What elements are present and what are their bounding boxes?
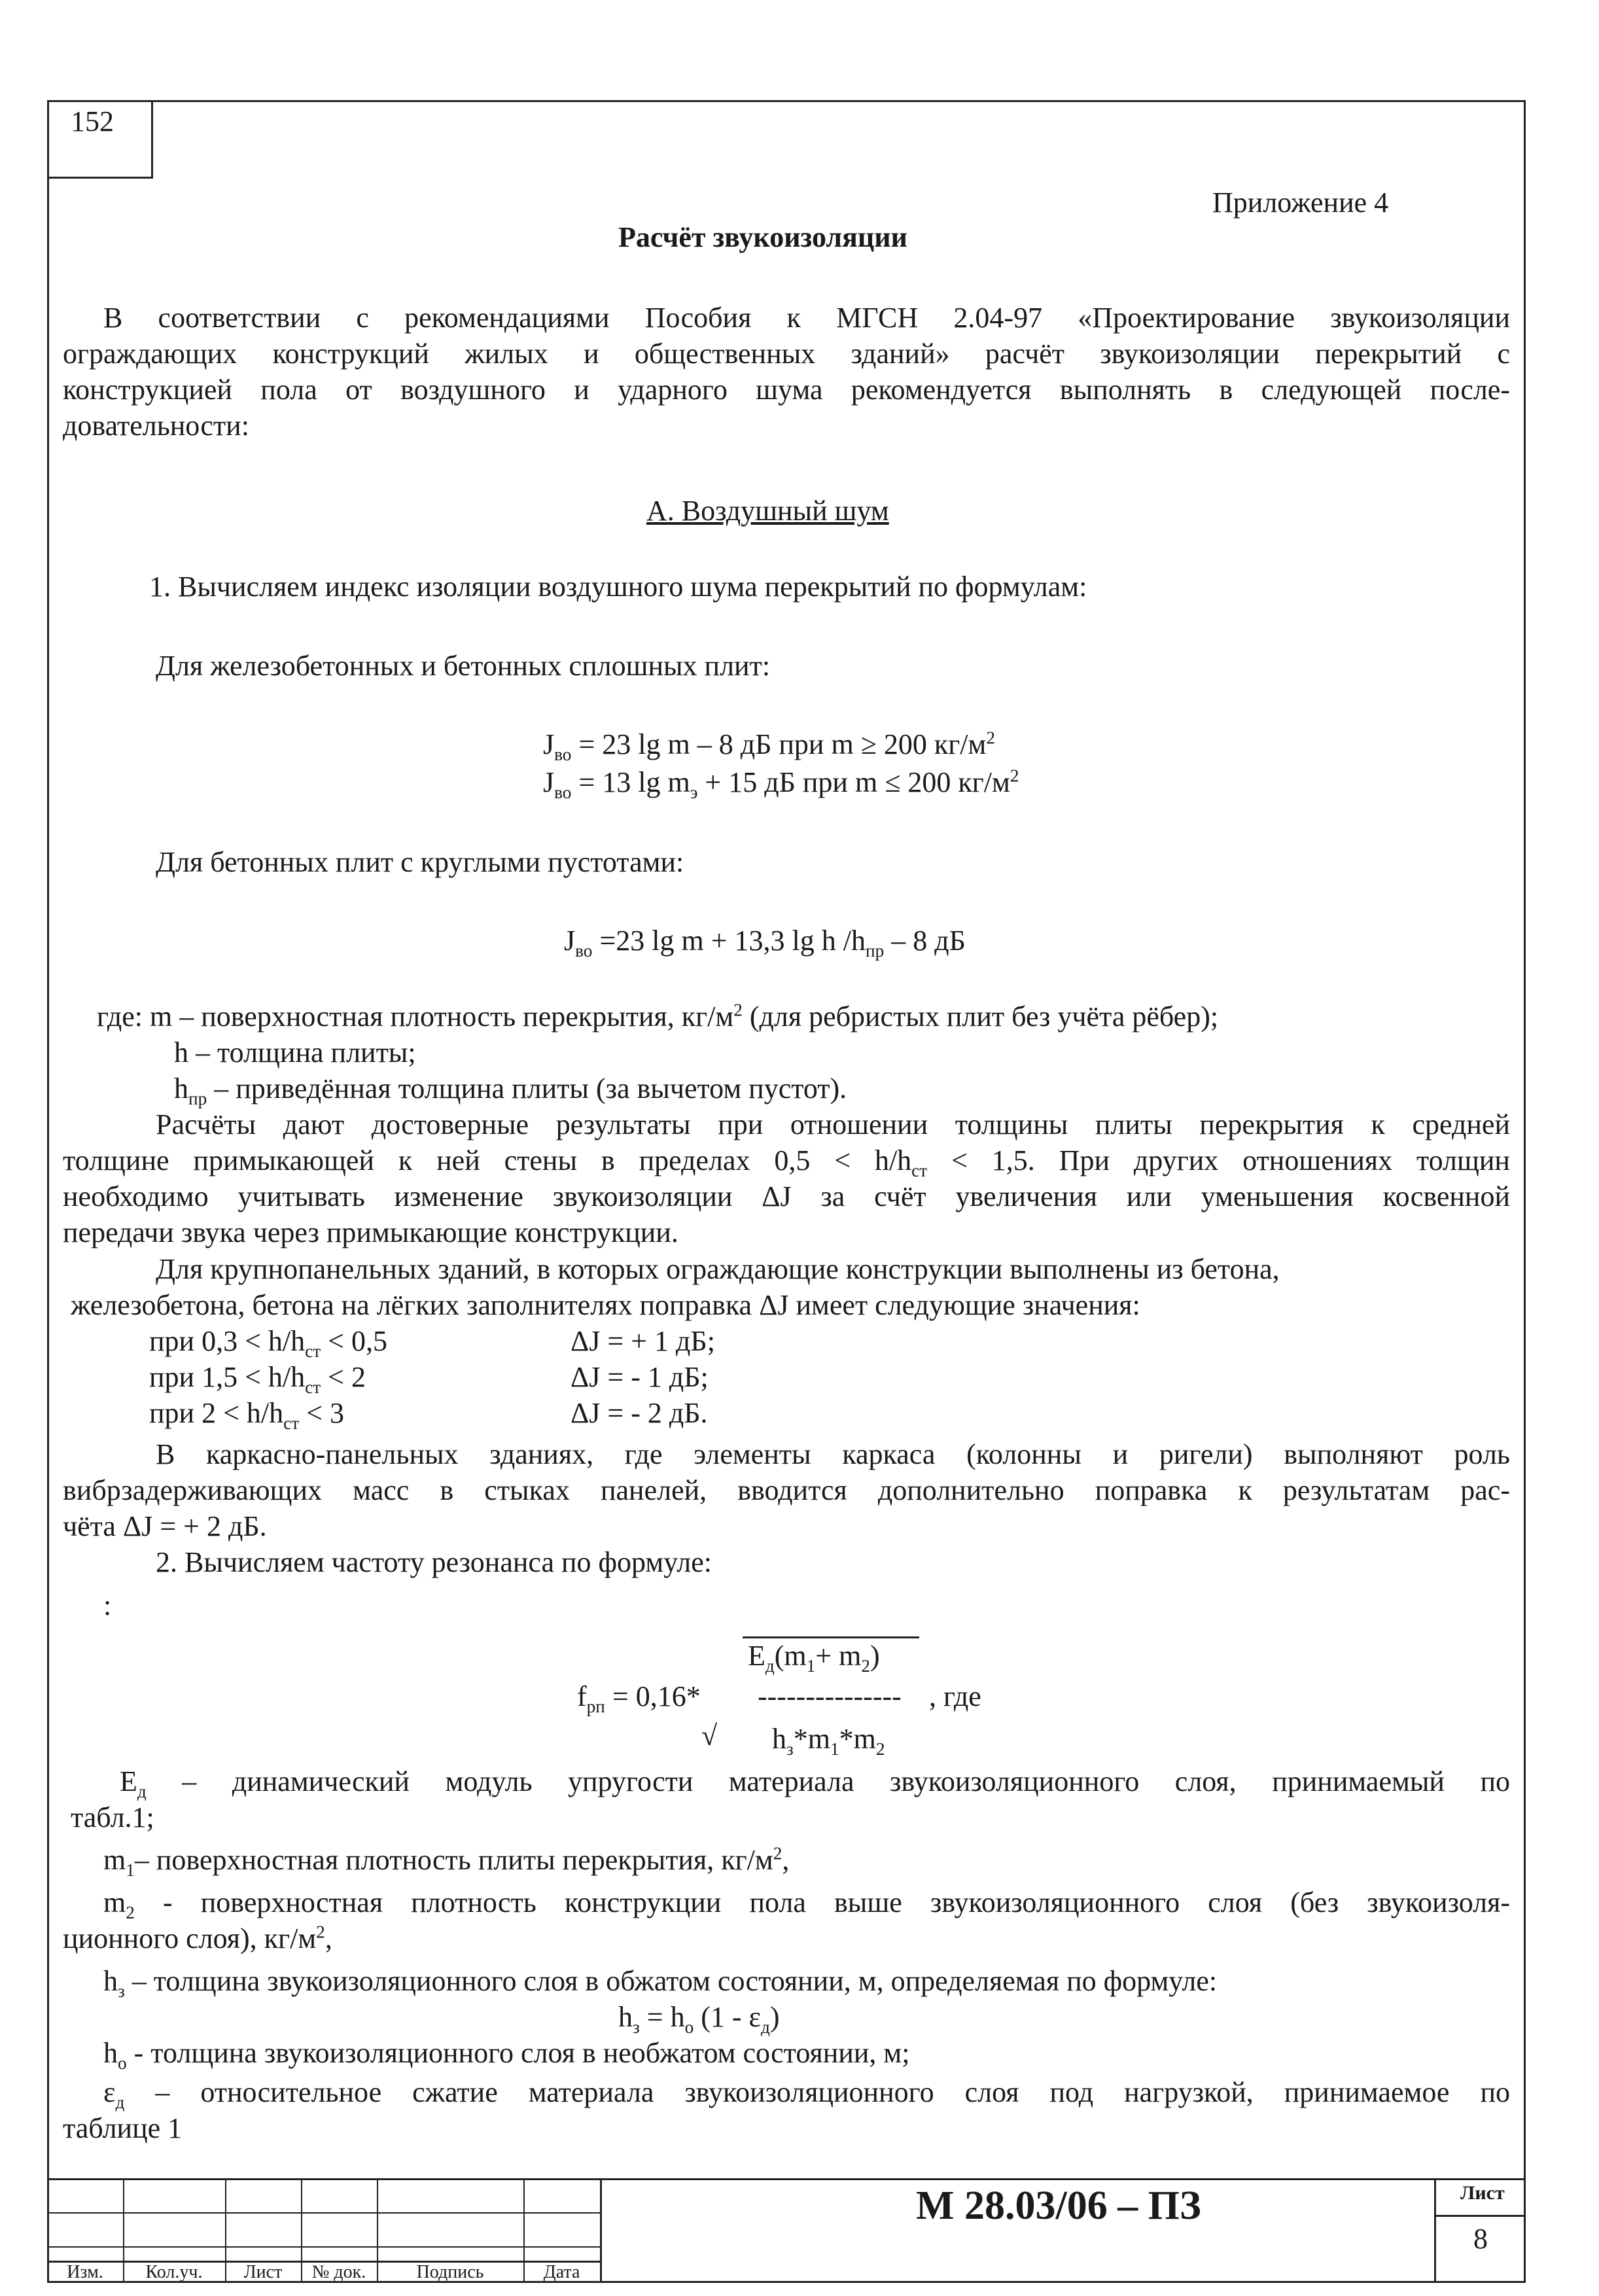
intro-line: В соответствии с рекомендациями Пособия к МГСН 2.04-97 «Проектирование звукоизоляции (103, 302, 1510, 334)
stamp-label-doc: № док. (311, 2262, 366, 2282)
def-hpr: $h_{пр}$ – приведённая толщина плиты (за вычетом пустот). (174, 1072, 847, 1108)
def-m1: $m_1-$ поверхностная плотность плиты перекрытия, $кг/м^2$, (103, 1843, 790, 1880)
def-h: h – толщина плиты; (174, 1036, 416, 1069)
sqrt-bar (743, 1636, 919, 1638)
correction-value: ΔJ = + 1 дБ; (571, 1325, 715, 1357)
def-m: где: m – поверхностная плотность перекрытия, $кг/м^2$ (для ребристых плит без учёта рёбер); (97, 1000, 1219, 1033)
document-title: Расчёт звукоизоляции (618, 221, 907, 253)
def-m2: $m_2$ - поверхностная плотность конструкции пола выше звукоизоляционного слоя (без звукоизоля- (103, 1886, 1510, 1922)
intro-line: ограждающих конструкций жилых и общественных зданий» расчёт звукоизоляции перекрытий с (63, 338, 1510, 370)
sqrt-symbol: √ (701, 1720, 718, 1752)
formula-jvo-3: $J_{во} =23$ lg m + 13,3 lg h $/h_{пр} - 8$ дБ (564, 925, 966, 961)
step-1: 1. Вычисляем индекс изоляции воздушного шума перекрытий по формулам: (149, 571, 1087, 603)
stamp-label-list: Лист (243, 2262, 283, 2282)
stamp-label-kolvo: Кол.уч. (145, 2262, 203, 2282)
sheet-label: Лист (1460, 2182, 1505, 2204)
results-line: передачи звука через примыкающие конструкции. (63, 1216, 678, 1248)
intro-line: довательности: (63, 410, 249, 442)
stamp-label-date: Дата (543, 2262, 580, 2282)
def-ed: $E_д$ – динамический модуль упругости материала звукоизоляционного слоя, принимаемый по (120, 1765, 1510, 1801)
formula-hz: $h_з = h_о$ $(1 - \varepsilon_д)$ (618, 2001, 780, 2037)
sheet-number: 8 (1473, 2223, 1488, 2255)
def-m2-cont: ционного слоя), $кг/м^2$, (63, 1922, 332, 1954)
stamp-label-signature: Подпись (416, 2262, 484, 2282)
fr-lhs: $f_{рп} = 0,16*$ (577, 1680, 701, 1716)
stamp-label-izm: Изм. (67, 2262, 103, 2282)
correction-value: ΔJ = - 2 дБ. (571, 1397, 708, 1429)
fr-denominator: $h_з*m_1*m_2$ (772, 1723, 885, 1759)
correction-condition: при $2 < h/h_{ст} < 3$ (149, 1397, 344, 1433)
intro-line: конструкцией пола от воздушного и ударного шума рекомендуется выполнять в следующей после- (63, 374, 1510, 406)
frame-line: вибрзадерживающих масс в стыках панелей, вводится дополнительно поправка к результатам рас- (63, 1474, 1510, 1506)
results-line: толщине примыкающей к ней стены в пределах $0,5 < h/h_{ст} < 1,5$. При других отношениях толщин (63, 1144, 1510, 1180)
step-2: 2. Вычисляем частоту резонанса по формуле: (156, 1546, 712, 1578)
title-block (47, 2178, 1526, 2283)
formula-jvo-1: $J_{во} = 23$ lg m – 8 дБ при m ≥ 200 $кг/м^2$ (543, 728, 995, 764)
def-ed-cont: табл.1; (71, 1801, 154, 1833)
fr-numerator: $E_д(m_1+ m_2)$ (748, 1640, 880, 1676)
fr-where: , где (929, 1680, 981, 1712)
stray-colon: : (103, 1589, 112, 1621)
def-ho: $h_о$ - толщина звукоизоляционного слоя в необжатом состоянии, м; (103, 2037, 910, 2073)
correction-value: ΔJ = - 1 дБ; (571, 1361, 709, 1393)
results-line: необходимо учитывать изменение звукоизоляции ΔJ за счёт увеличения или уменьшения косвенной (63, 1180, 1510, 1212)
correction-condition: при $0,3 < h/h_{ст} < 0,5$ (149, 1325, 387, 1361)
frame-line: чёта ΔJ = + 2 дБ. (63, 1510, 267, 1542)
section-heading: А. Воздушный шум (646, 495, 889, 527)
appendix-label: Приложение 4 (1212, 186, 1389, 219)
correction-condition: при $1,5 < h/h_{ст} < 2$ (149, 1361, 366, 1397)
def-hz: $h_з$ – толщина звукоизоляционного слоя в обжатом состоянии, м, определяемая по формуле: (103, 1965, 1218, 2001)
page-number: 152 (71, 105, 114, 137)
hollow-slabs-caption: Для бетонных плит с круглыми пустотами: (156, 846, 684, 878)
panel-line: Для крупнопанельных зданий, в которых ограждающие конструкции выполнены из бетона, (156, 1253, 1280, 1285)
panel-line: железобетона, бетона на лёгких заполнителях поправка ΔJ имеет следующие значения: (71, 1289, 1140, 1321)
results-line: Расчёты дают достоверные результаты при отношении толщины плиты перекрытия к средней (156, 1108, 1510, 1140)
solid-slabs-caption: Для железобетонных и бетонных сплошных плит: (156, 650, 771, 682)
def-eps-cont: таблице 1 (63, 2112, 183, 2144)
document-code: М 28.03/06 – ПЗ (916, 2183, 1201, 2228)
frame-line: В каркасно-панельных зданиях, где элементы каркаса (колонны и ригели) выполняют роль (156, 1438, 1510, 1470)
fr-fraction-line: --------------- (758, 1680, 902, 1712)
formula-jvo-2: $J_{во} = 13$ $\lg m_э + 15$ дБ при m ≤ 200 $кг/м^2$ (543, 766, 1019, 802)
def-eps: $\varepsilon_д$ – относительное сжатие материала звукоизоляционного слоя под нагрузкой, принимаемое по (103, 2076, 1510, 2112)
